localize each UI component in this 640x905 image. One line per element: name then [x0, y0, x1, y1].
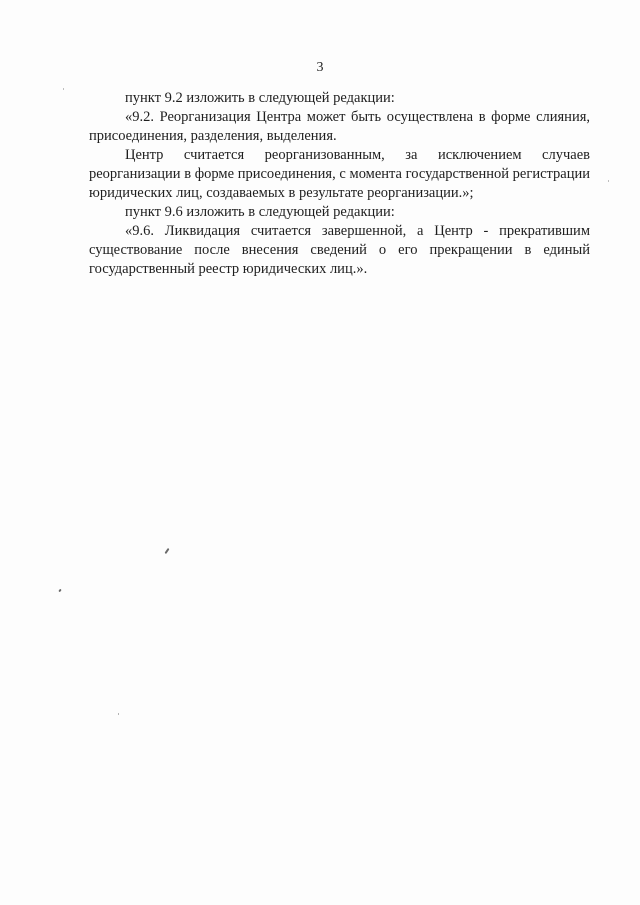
document-body — [89, 89, 590, 279]
paragraph-9-2-reorganization: «9.2. Реорганизация Центра может быть осуществлена в форме слияния, присоединения, разделения, выделения. — [89, 109, 590, 144]
paragraph-amend-9-6-intro: пункт 9.6 изложить в следующей редакции: — [125, 204, 395, 220]
paragraph-amend-9-2-intro: пункт 9.2 изложить в следующей редакции: — [125, 90, 395, 106]
paragraph-center-reorganized: Центр считается реорганизованным, за исключением случаев реорганизации в форме присоединения, с момента государственной регистрации юридических лиц, создаваемых в результате реорганизации.»; — [89, 147, 590, 201]
scan-speck — [118, 713, 119, 715]
page-number: 3 — [316, 60, 324, 75]
scan-speck — [164, 548, 169, 554]
scan-speck — [608, 180, 609, 182]
scan-speck — [63, 88, 64, 90]
scan-speck — [58, 589, 61, 593]
paragraph-9-6-liquidation: «9.6. Ликвидация считается завершенной, а Центр - прекратившим существование после внесения сведений о его прекращении в единый государственный реестр юридических лиц.». — [89, 223, 590, 277]
